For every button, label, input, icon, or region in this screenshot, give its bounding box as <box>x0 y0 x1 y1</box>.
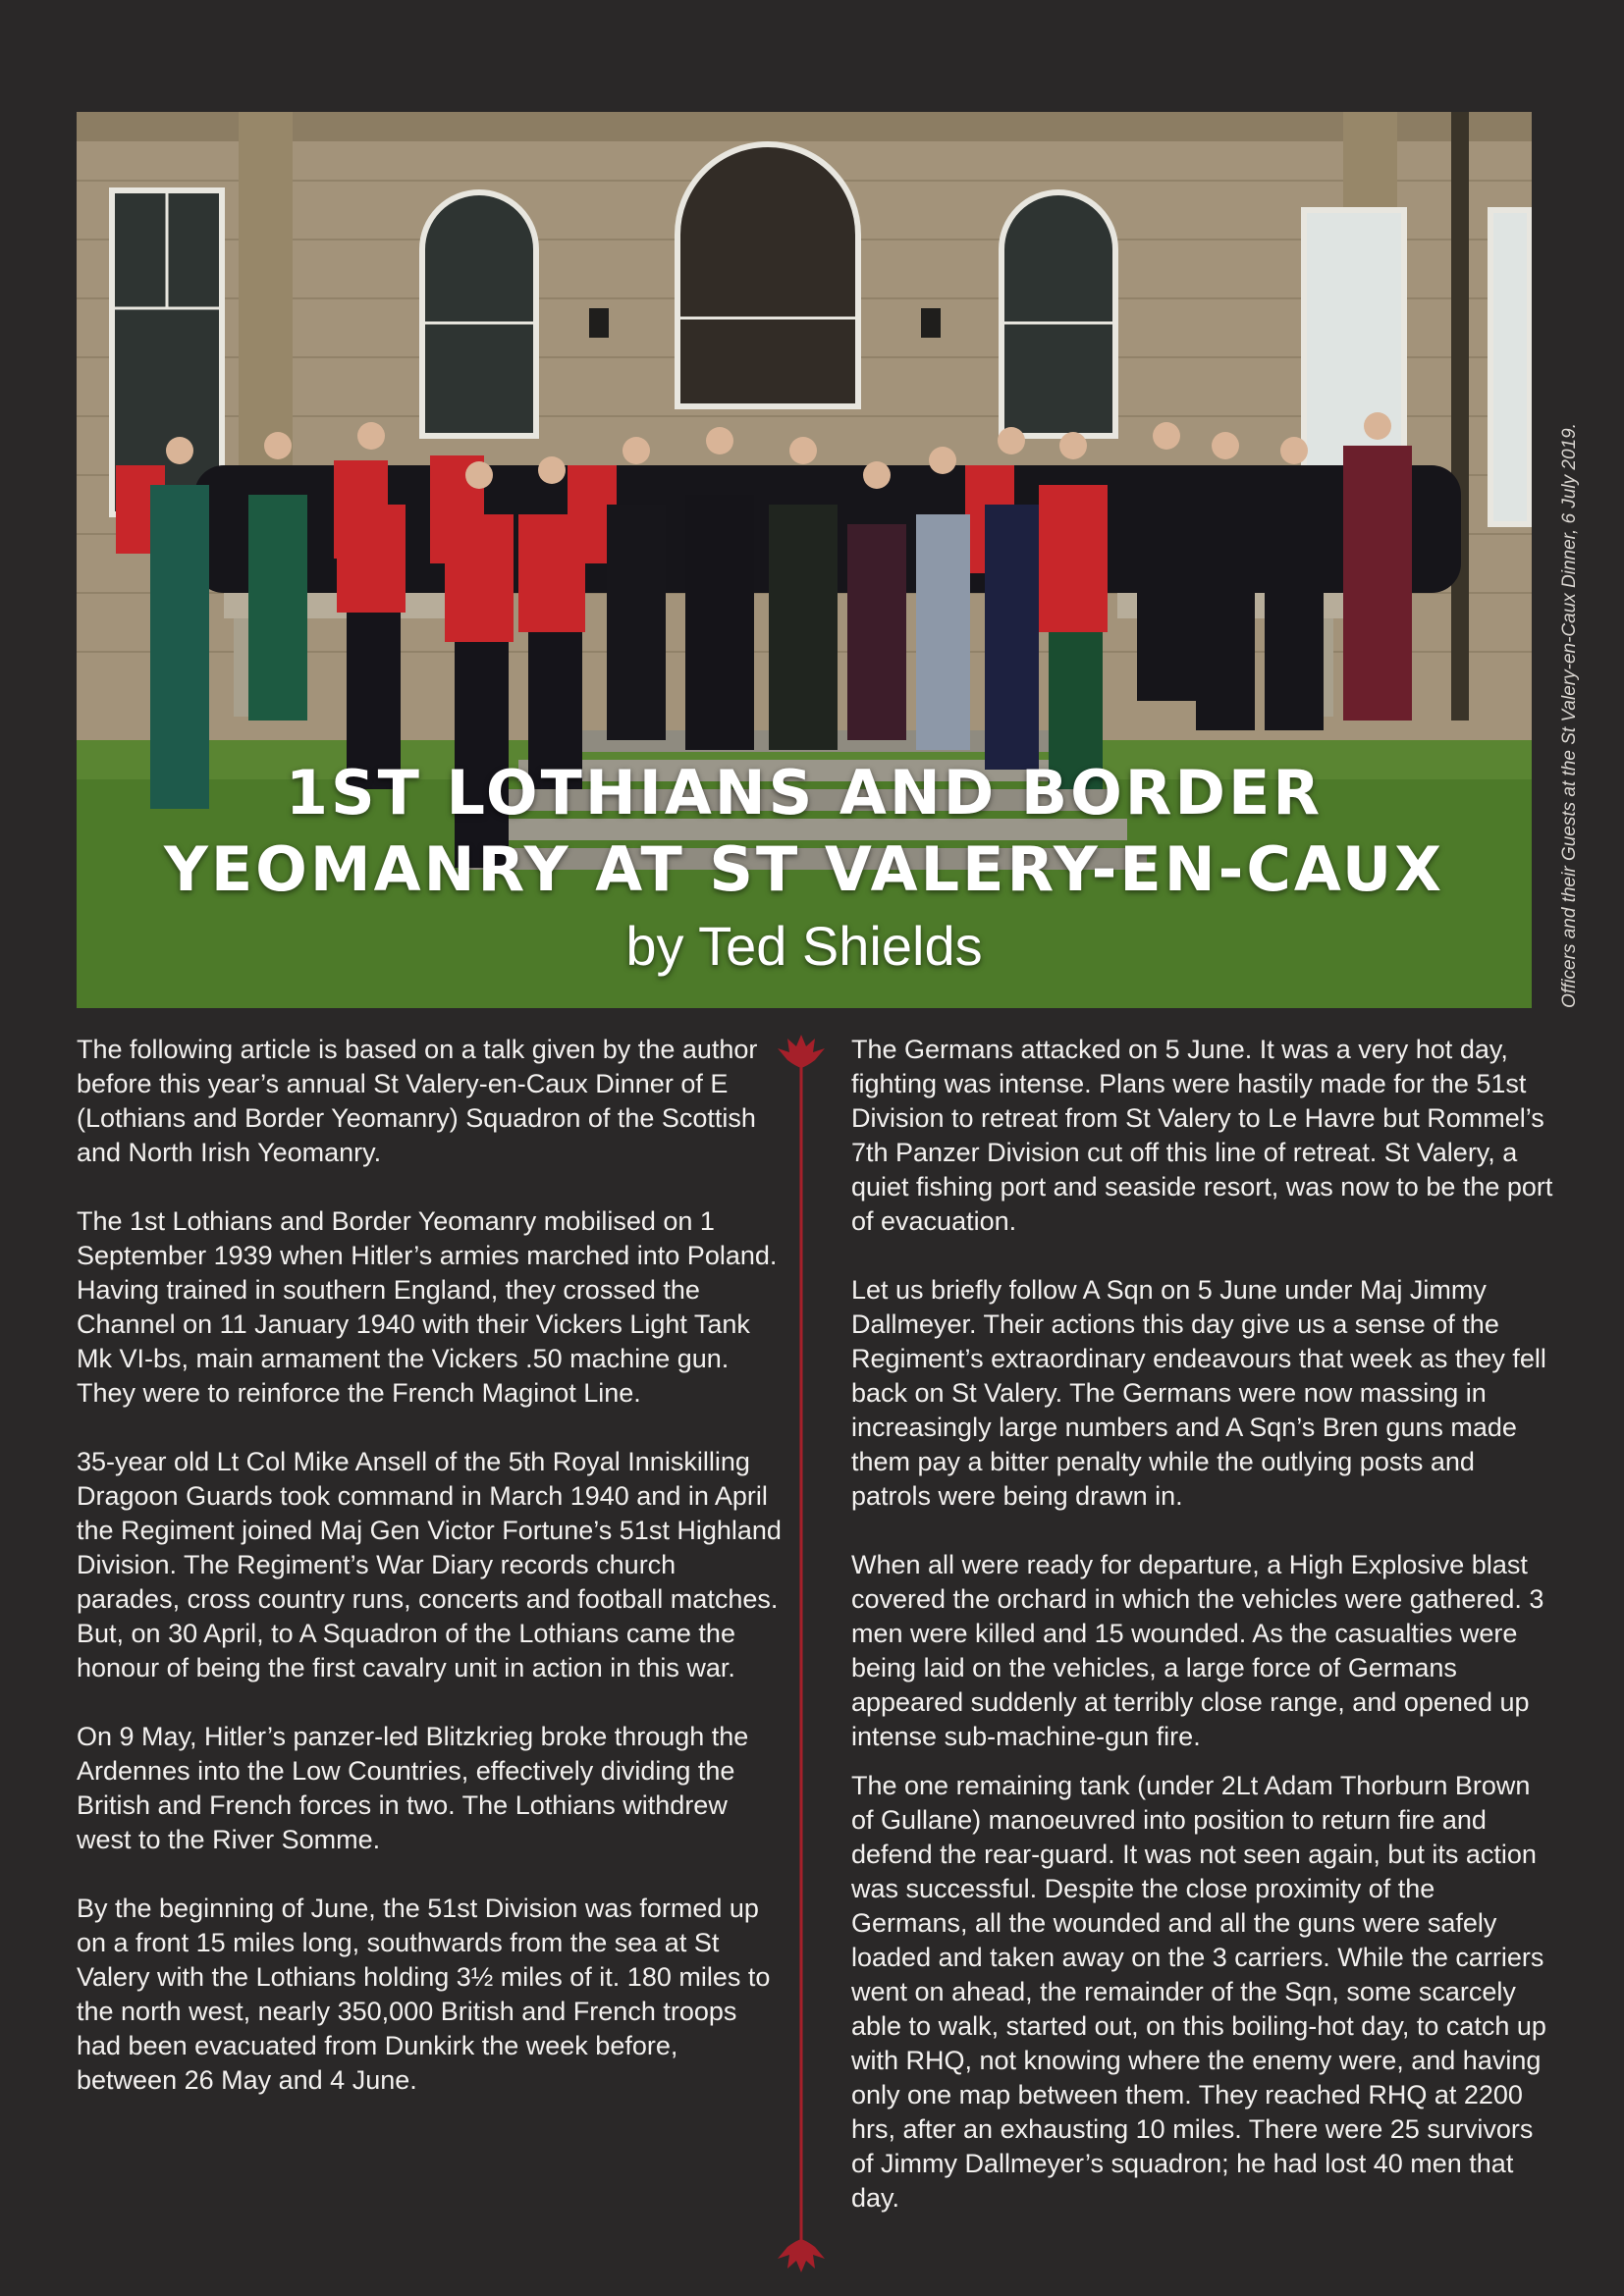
article-column-left <box>77 1033 784 2132</box>
paragraph: The Germans attacked on 5 June. It was a very hot day, fighting was intense. Plans were hastily made for the 51st Division to retreat from St Valery to Le Havre but Rommel’s 7th Panzer Division cut off this line of retreat. St Valery, a quiet fishing port and seaside resort, was now to be the port of evacuation. <box>851 1035 1553 1236</box>
author-byline: by Ted Shields <box>625 915 983 977</box>
thistle-divider <box>774 1033 829 2274</box>
article-column-right <box>851 1033 1558 2250</box>
hero-photo <box>77 112 1532 1008</box>
paragraph: When all were ready for departure, a High Explosive blast covered the orchard in which the vehicles were gathered. 3 men were killed and 15 wounded. As the casualties were being laid on the vehicles, a large force of Germans appeared suddenly at terribly close range, and opened up intense sub-machine-gun fire. <box>851 1550 1544 1751</box>
paragraph: By the beginning of June, the 51st Division was formed up on a front 15 miles long, southwards from the sea at St Valery with the Lothians holding 3½ miles of it. 180 miles to the north west, nearly 350,000 British and French troops had been evacuated from Dunkirk the week before, between 26 May and 4 June. <box>77 1894 771 2095</box>
paragraph: The one remaining tank (under 2Lt Adam Thorburn Brown of Gullane) manoeuvred into position to return fire and defend the rear-guard. It was not seen again, but its action was successful. Despite the close proximity of the Germans, all the wounded and all the guns were safely loaded and taken away on the 3 carriers. While the carriers went on ahead, the remainder of the Sqn, some scarcely able to walk, started out, on this boiling-hot day, to catch up with RHQ, not knowing where the enemy were, and having only one map between them. They reached RHQ at 2200 hrs, after an exhausting 10 miles. There were 25 survivors of Jimmy Dallmeyer’s squadron; he had lost 40 men that day. <box>851 1771 1546 2213</box>
divider-line <box>800 1066 803 2241</box>
photo-caption: Officers and their Guests at the St Valery-en-Caux Dinner, 6 July 2019. <box>1559 423 1580 1008</box>
paragraph: 35-year old Lt Col Mike Ansell of the 5th Royal Inniskilling Dragoon Guards took command in March 1940 and in April the Regiment joined Maj Gen Victor Fortune’s 51st Highland Division. The Regiment’s War Diary records church parades, cross country runs, concerts and football matches. But, on 30 April, to A Squadron of the Lothians came the honour of being the first cavalry unit in action in this war. <box>77 1447 782 1682</box>
thistle-bottom-icon <box>778 2239 825 2272</box>
article-title-line-1: 1ST LOTHIANS AND BORDER <box>285 757 1324 828</box>
paragraph: The following article is based on a talk given by the author before this year’s annual St Valery-en-Caux Dinner of E (Lothians and Border Yeomanry) Squadron of the Scottish and North Irish Yeomanry. <box>77 1035 758 1167</box>
article-title <box>77 755 1532 908</box>
paragraph: Let us briefly follow A Sqn on 5 June under Maj Jimmy Dallmeyer. Their actions this day give us a sense of the Regiment’s extraordinary endeavours that week as they fell back on St Valery. The Germans were now massing in increasingly large numbers and A Sqn’s Bren guns made them pay a bitter penalty while the outlying posts and patrols were being drawn in. <box>851 1275 1546 1511</box>
paragraph: On 9 May, Hitler’s panzer-led Blitzkrieg broke through the Ardennes into the Low Countries, effectively dividing the British and French forces in two. The Lothians withdrew west to the River Somme. <box>77 1722 749 1854</box>
thistle-top-icon <box>778 1035 825 1068</box>
paragraph: The 1st Lothians and Border Yeomanry mobilised on 1 September 1939 when Hitler’s armies marched into Poland. Having trained in southern England, they crossed the Channel on 11 January 1940 with their Vickers Light Tank Mk VI-bs, main armament the Vickers .50 machine gun. They were to reinforce the French Maginot Line. <box>77 1206 778 1408</box>
article-title-line-2: YEOMANRY AT ST VALERY-EN-CAUX <box>163 833 1445 905</box>
